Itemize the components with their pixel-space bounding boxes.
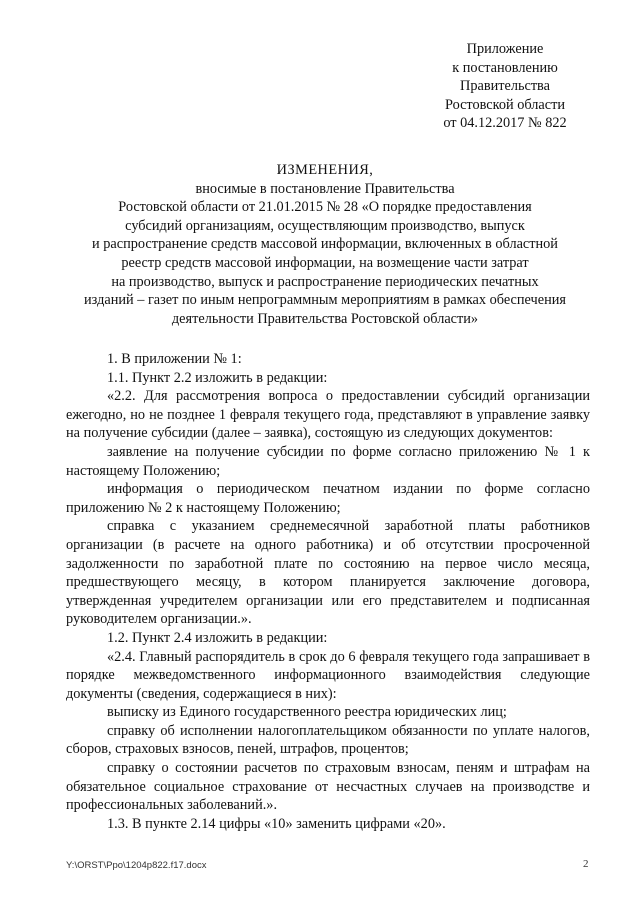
- appendix-line: к постановлению: [452, 59, 558, 76]
- body-paragraph: справку об исполнении налогоплательщиком обязанности по уплате налогов, сборов, страховых взносов, пеней, штрафов, процентов;: [66, 722, 590, 758]
- appendix-line: Ростовской области: [444, 96, 566, 113]
- title-line: на производство, выпуск и распространение периодических печатных: [111, 273, 539, 290]
- body-paragraph: справку о состоянии расчетов по страховым взносам, пеням и штрафам на обязательное социальное страхование от несчастных случаев на производстве и профессиональных заболеваний.».: [66, 760, 590, 814]
- body-paragraph: заявление на получение субсидии по форме согласно приложению № 1 к настоящему Положению;: [66, 443, 590, 479]
- title-line: вносимые в постановление Правительства: [195, 180, 455, 197]
- body-paragraph: «2.4. Главный распорядитель в срок до 6 февраля текущего года запрашивает в порядке межведомственного информационного взаимодействия следующие документы (сведения, содержащиеся в них):: [66, 648, 590, 702]
- body-paragraph: 1.3. В пункте 2.14 цифры «10» заменить цифрами «20».: [107, 815, 446, 832]
- body-paragraph: выписку из Единого государственного реестра юридических лиц;: [107, 704, 507, 721]
- appendix-line: Приложение: [466, 41, 544, 57]
- footer-file-path: Y:\ORST\Ppo\1204p822.f17.docx: [66, 860, 207, 871]
- title-line: реестр средств массовой информации, на возмещение части затрат: [121, 254, 529, 271]
- appendix-line: от 04.12.2017 № 822: [443, 115, 567, 132]
- title-line: изданий – газет по иным непрограммным мероприятиям в рамках обеспечения: [84, 292, 566, 309]
- body-paragraph: справка с указанием среднемесячной заработной платы работников организации (в расчете на одного работника) и об отсутствии просроченной задолженности по заработной плате по состоянию на первое число месяца, предшествующего месяцу, в котором планируется заключение договора, утвержденная учредителем организации или его представителем и подписанная руководителем организации.».: [66, 518, 590, 628]
- body-paragraph: информация о периодическом печатном издании по форме согласно приложению № 2 к настоящему Положению;: [66, 481, 590, 516]
- document-title: [60, 161, 590, 328]
- title-line: субсидий организациям, осуществляющим производство, выпуск: [125, 217, 525, 234]
- appendix-line: Правительства: [460, 78, 550, 95]
- title-line: и распространение средств массовой информации, включенных в областной: [92, 236, 558, 253]
- title-heading: ИЗМЕНЕНИЯ,: [276, 162, 374, 178]
- body-paragraph: 1. В приложении № 1:: [107, 351, 242, 367]
- document-body: [66, 350, 590, 833]
- body-paragraph: «2.2. Для рассмотрения вопроса о предоставлении субсидий организации ежегодно, но не позднее 1 февраля текущего года, представляют в управление заявку на получение субсидии (далее – заявка), состоящую из следующих документов:: [66, 388, 590, 442]
- body-paragraph: 1.2. Пункт 2.4 изложить в редакции:: [107, 629, 328, 646]
- title-line: Ростовской области от 21.01.2015 № 28 «О порядке предоставления: [118, 199, 532, 216]
- page-number: 2: [583, 858, 589, 870]
- appendix-header: [405, 40, 605, 133]
- body-paragraph: 1.1. Пункт 2.2 изложить в редакции:: [107, 369, 328, 386]
- title-line: деятельности Правительства Ростовской области»: [171, 310, 479, 327]
